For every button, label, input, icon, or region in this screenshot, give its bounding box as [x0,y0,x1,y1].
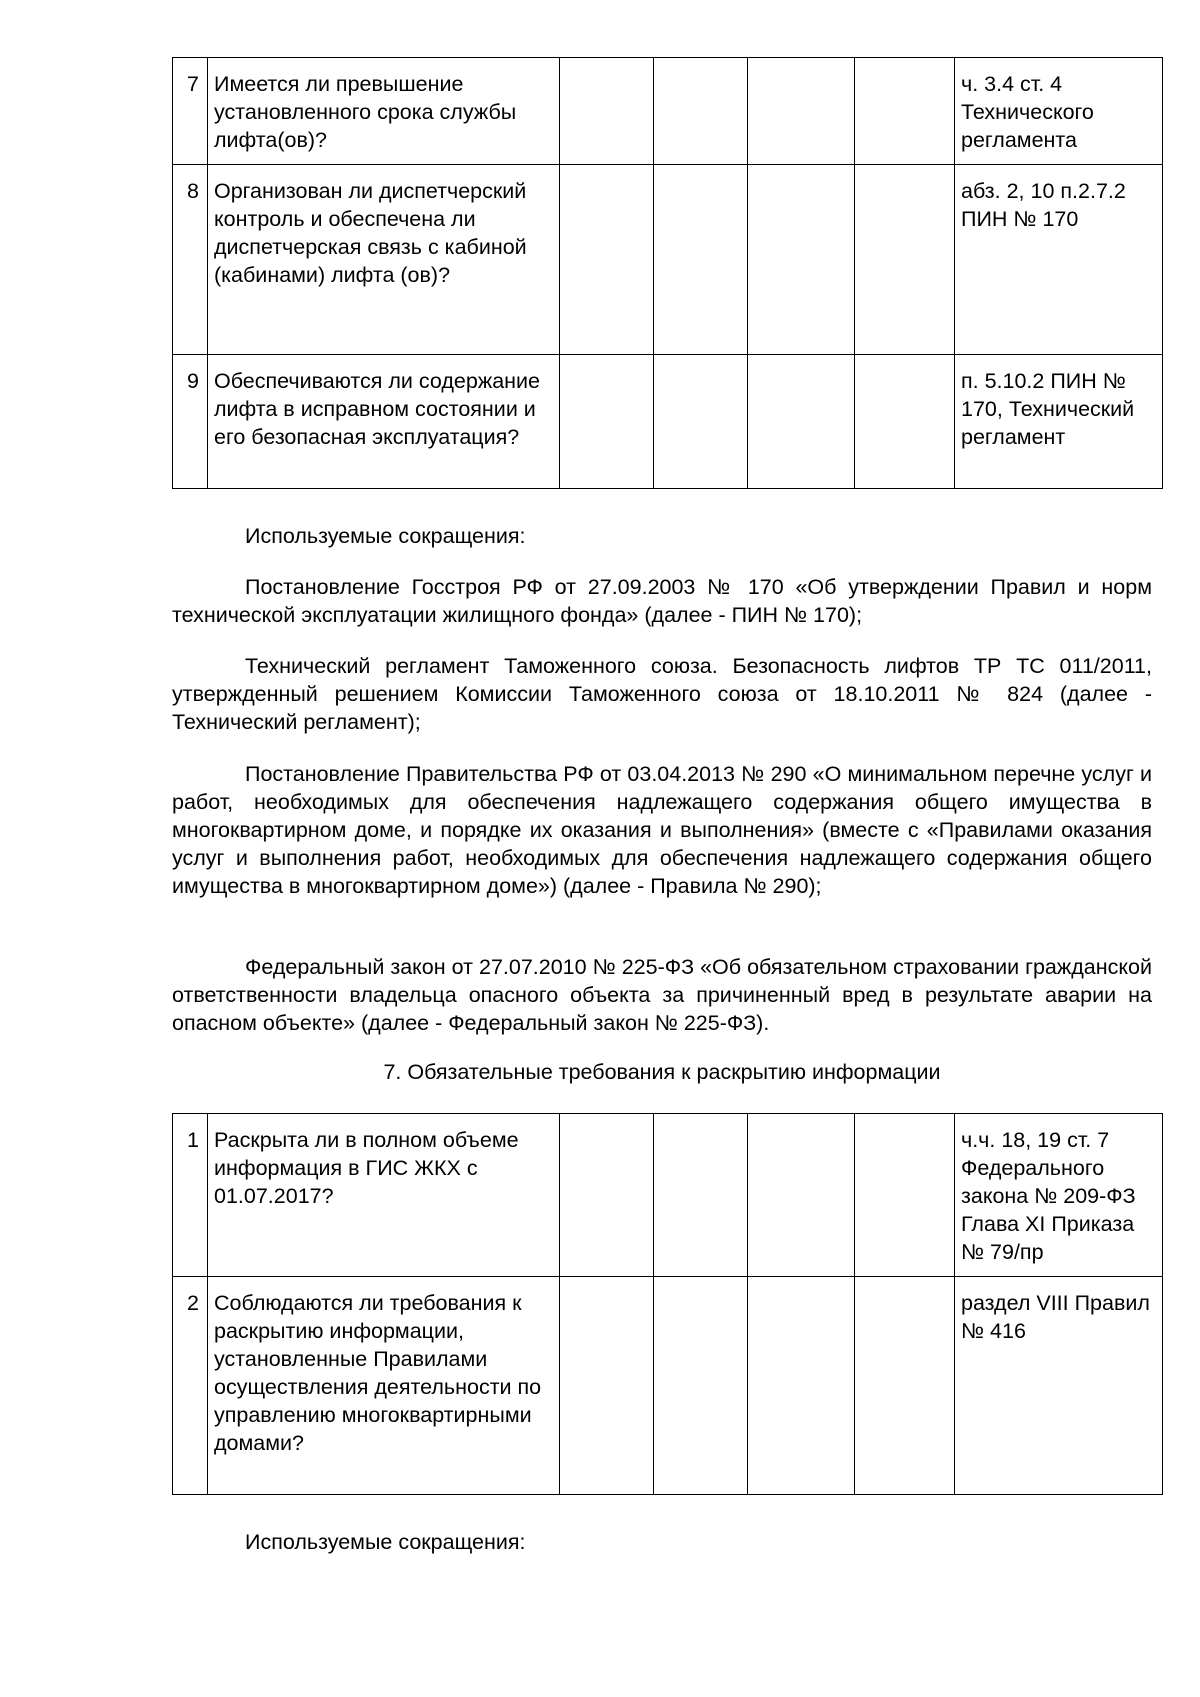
abbreviations-heading-2: Используемые сокращения: [245,1530,526,1554]
answer-cell-comment [855,58,955,165]
section-title: 7. Обязательные требования к раскрытию информации [383,1060,941,1084]
answer-cell-na [748,1277,855,1495]
row-number: 1 [173,1114,208,1277]
table-row [173,1277,1163,1495]
row-number: 9 [173,355,208,489]
abbreviations-heading: Используемые сокращения: [245,524,526,548]
answer-cell-no [654,355,748,489]
row-number: 2 [173,1277,208,1495]
answer-cell-na [748,165,855,355]
row-question: Раскрыта ли в полном объеме информация в ГИС ЖКХ с 01.07.2017? [208,1114,560,1277]
answer-cell-comment [855,1114,955,1277]
answer-cell-no [654,1114,748,1277]
answer-cell-yes [560,165,654,355]
table-row [173,165,1163,355]
checklist-table-disclosure [172,1113,1163,1495]
answer-cell-yes [560,355,654,489]
answer-cell-na [748,355,855,489]
answer-cell-comment [855,355,955,489]
row-reference: ч.ч. 18, 19 ст. 7 Федерального закона № 209-ФЗ Глава XI Приказа № 79/пр [955,1114,1163,1277]
answer-cell-na [748,58,855,165]
row-question: Соблюдаются ли требования к раскрытию информации, установленные Правилами осуществления деятельности по управлению многоквартирными домами? [208,1277,560,1495]
row-number: 8 [173,165,208,355]
row-reference: п. 5.10.2 ПИН № 170, Технический регламент [955,355,1163,489]
table-row [173,355,1163,489]
answer-cell-comment [855,165,955,355]
answer-cell-no [654,1277,748,1495]
row-question: Имеется ли превышение установленного срока службы лифта(ов)? [208,58,560,165]
checklist-table-lifts [172,57,1163,489]
row-reference: абз. 2, 10 п.2.7.2 ПИН № 170 [955,165,1163,355]
table-row [173,58,1163,165]
answer-cell-no [654,58,748,165]
answer-cell-yes [560,1114,654,1277]
row-question: Организован ли диспетчерский контроль и обеспечена ли диспетчерская связь с кабиной (кабинами) лифта (ов)? [208,165,560,355]
row-question: Обеспечиваются ли содержание лифта в исправном состоянии и его безопасная эксплуатация? [208,355,560,489]
answer-cell-na [748,1114,855,1277]
row-reference: раздел VIII Правил № 416 [955,1277,1163,1495]
answer-cell-comment [855,1277,955,1495]
answer-cell-yes [560,1277,654,1495]
answer-cell-yes [560,58,654,165]
paragraph-federal-law-225: Федеральный закон от 27.07.2010 № 225-ФЗ «Об обязательном страховании гражданской ответственности владельца опасного объекта за причиненный вред в результате аварии на опасном объекте» (далее - Федеральный закон № 225-ФЗ). [172,955,1152,1035]
paragraph-tech-regulation: Технический регламент Таможенного союза. Безопасность лифтов ТР ТС 011/2011, утвержденный решением Комиссии Таможенного союза от 18.10.2011 № 824 (далее - Технический регламент); [172,654,1152,734]
row-number: 7 [173,58,208,165]
paragraph-rules-290: Постановление Правительства РФ от 03.04.2013 № 290 «О минимальном перечне услуг и работ, необходимых для обеспечения надлежащего содержания общего имущества в многоквартирном доме, и порядке их оказания и выполнения» (вместе с «Правилами оказания услуг и выполнения работ, необходимых для обеспечения надлежащего содержания общего имущества в многоквартирном доме») (далее - Правила № 290); [172,762,1152,898]
table-row [173,1114,1163,1277]
answer-cell-no [654,165,748,355]
paragraph-pin-170: Постановление Госстроя РФ от 27.09.2003 № 170 «Об утверждении Правил и норм технической эксплуатации жилищного фонда» (далее - ПИН № 170); [172,575,1152,627]
row-reference: ч. 3.4 ст. 4 Технического регламента [955,58,1163,165]
